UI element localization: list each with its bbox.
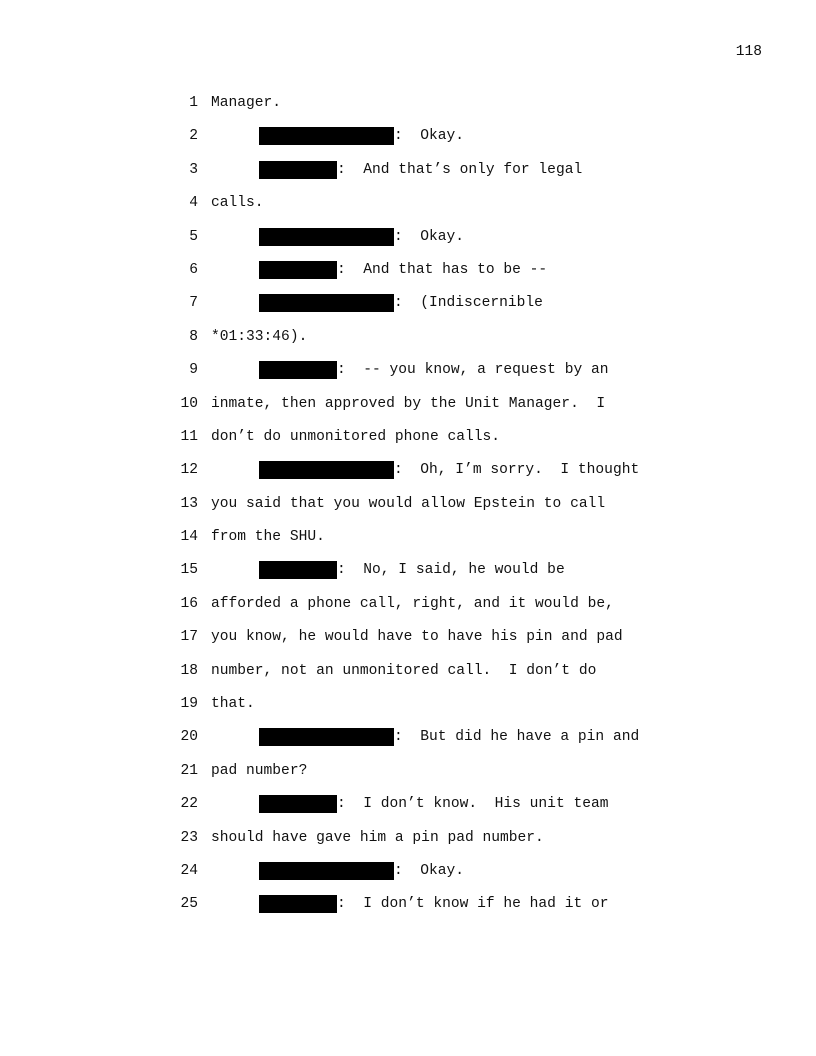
line-number: 9 — [189, 362, 198, 379]
transcript-line — [0, 628, 816, 661]
line-number: 25 — [180, 896, 198, 913]
transcript-line — [0, 495, 816, 528]
transcript-line — [0, 461, 816, 494]
line-text: Manager. — [211, 95, 282, 111]
line-text: : But did he have a pin and — [394, 729, 640, 746]
speaker-line-text — [259, 561, 565, 579]
transcript-line — [0, 862, 816, 895]
line-number: 12 — [180, 462, 198, 479]
speaker-line-text — [259, 161, 582, 179]
line-text: : I don’t know if he had it or — [337, 896, 609, 913]
speaker-line-text — [259, 361, 609, 379]
transcript-line — [0, 161, 816, 194]
speaker-name-redaction — [259, 161, 337, 179]
line-number: 2 — [189, 128, 198, 145]
line-text: : -- you know, a request by an — [337, 362, 609, 379]
speaker-line-text — [259, 895, 609, 913]
speaker-name-redaction — [259, 461, 394, 479]
transcript-line — [0, 94, 816, 127]
speaker-name-redaction — [259, 361, 337, 379]
transcript-line — [0, 762, 816, 795]
line-number: 14 — [180, 529, 198, 546]
line-text: don’t do unmonitored phone calls. — [211, 428, 501, 445]
speaker-name-redaction — [259, 261, 337, 279]
transcript-line — [0, 395, 816, 428]
line-text: : Okay. — [394, 862, 465, 879]
line-text: afforded a phone call, right, and it would be, — [211, 595, 614, 612]
line-text: you said that you would allow Epstein to call — [211, 495, 606, 512]
speaker-name-redaction — [259, 895, 337, 913]
line-text: number, not an unmonitored call. I don’t do — [211, 662, 597, 679]
transcript-line — [0, 328, 816, 361]
line-text: : I don’t know. His unit team — [337, 796, 609, 813]
line-text: calls. — [211, 195, 264, 212]
transcript-line — [0, 662, 816, 695]
transcript-line — [0, 728, 816, 761]
line-number: 18 — [180, 662, 198, 679]
speaker-line-text — [259, 228, 464, 246]
line-number: 11 — [180, 428, 198, 445]
speaker-line-text — [259, 728, 639, 746]
transcript-line — [0, 829, 816, 862]
line-number: 20 — [180, 729, 198, 746]
line-text: should have gave him a pin pad number. — [211, 829, 544, 846]
transcript-line — [0, 361, 816, 394]
line-number: 22 — [180, 796, 198, 813]
line-number: 19 — [180, 696, 198, 713]
transcript-line — [0, 228, 816, 261]
transcript-line — [0, 528, 816, 561]
speaker-name-redaction — [259, 228, 394, 246]
transcript-line — [0, 895, 816, 928]
line-number: 13 — [180, 495, 198, 512]
line-text: : No, I said, he would be — [337, 562, 565, 579]
line-text: : And that has to be -- — [337, 261, 548, 278]
line-number: 17 — [180, 629, 198, 646]
speaker-line-text — [259, 862, 464, 880]
speaker-line-text — [259, 461, 639, 479]
transcript-line — [0, 595, 816, 628]
line-text: : (Indiscernible — [394, 295, 543, 312]
line-text: : Oh, I’m sorry. I thought — [394, 462, 640, 479]
line-number: 1 — [189, 95, 198, 111]
speaker-name-redaction — [259, 728, 394, 746]
line-number: 4 — [189, 195, 198, 212]
speaker-name-redaction — [259, 561, 337, 579]
line-number: 6 — [189, 261, 198, 278]
line-text: : And that’s only for legal — [337, 161, 583, 178]
line-number: 5 — [189, 228, 198, 245]
line-number: 8 — [189, 328, 198, 345]
line-text: : Okay. — [394, 128, 465, 145]
line-text: inmate, then approved by the Unit Manager. I — [211, 395, 606, 412]
page-number: 118 — [735, 44, 762, 60]
transcript-line — [0, 294, 816, 327]
speaker-line-text — [259, 294, 543, 312]
line-number: 16 — [180, 595, 198, 612]
line-text: that. — [211, 696, 255, 713]
transcript-line — [0, 428, 816, 461]
transcript-body — [0, 94, 816, 929]
transcript-line — [0, 695, 816, 728]
speaker-line-text — [259, 261, 547, 279]
speaker-line-text — [259, 127, 464, 145]
line-text: from the SHU. — [211, 529, 325, 546]
line-number: 10 — [180, 395, 198, 412]
transcript-line — [0, 127, 816, 160]
line-text: *01:33:46). — [211, 328, 308, 345]
speaker-name-redaction — [259, 127, 394, 145]
speaker-line-text — [259, 795, 609, 813]
speaker-name-redaction — [259, 294, 394, 312]
transcript-line — [0, 795, 816, 828]
line-text: you know, he would have to have his pin and pad — [211, 629, 623, 646]
speaker-name-redaction — [259, 795, 337, 813]
line-number: 7 — [189, 295, 198, 312]
speaker-name-redaction — [259, 862, 394, 880]
line-text: : Okay. — [394, 228, 465, 245]
transcript-line — [0, 261, 816, 294]
line-number: 24 — [180, 862, 198, 879]
line-number: 3 — [189, 161, 198, 178]
line-number: 15 — [180, 562, 198, 579]
transcript-line — [0, 194, 816, 227]
line-text: pad number? — [211, 762, 308, 779]
line-number: 21 — [180, 762, 198, 779]
line-number: 23 — [180, 829, 198, 846]
transcript-line — [0, 561, 816, 594]
